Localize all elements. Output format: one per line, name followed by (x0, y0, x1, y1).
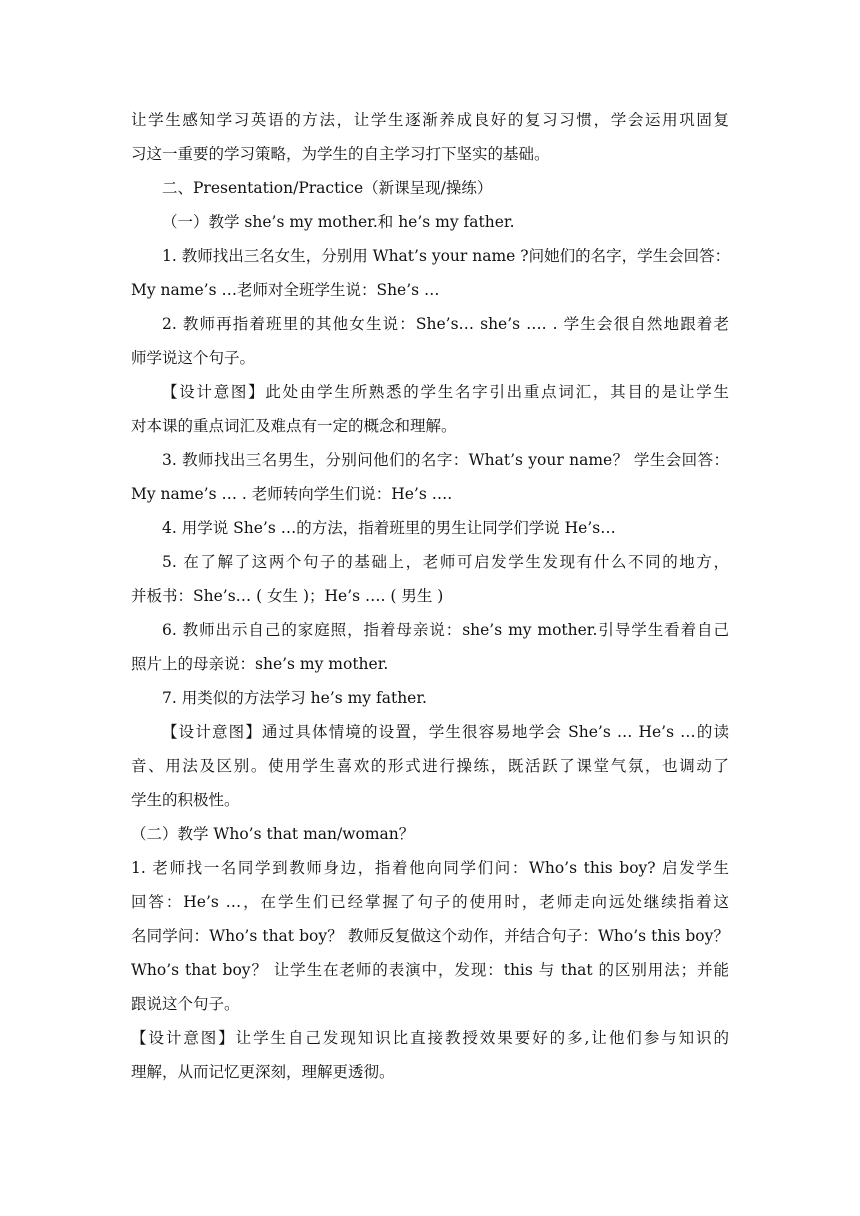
text-line: 5. 在了解了这两个句子的基础上，老师可启发学生发现有什么不同的地方， (162, 553, 729, 571)
subsection-heading: （二）教学 Who’s that man/woman？ (131, 825, 415, 843)
text-line: 4. 用学说 She’s …的方法，指着班里的男生让同学们学说 He’s… (162, 519, 616, 537)
design-intent-line: 【设计意图】让学生自己发现知识比直接教授效果要好的多,让他们参与知识的 (131, 1029, 729, 1047)
text-line: 师学说这个句子。 (131, 349, 256, 367)
text-line: 1. 教师找出三名女生，分别用 What’s your name ?问她们的名字，学生会回答： (162, 247, 731, 265)
text-line: 跟说这个句子。 (131, 995, 240, 1013)
text-line: 7. 用类似的方法学习 he’s my father. (162, 689, 427, 707)
text-line: My name’s …老师对全班学生说：She’s … (131, 281, 440, 299)
text-line: My name’s … . 老师转向学生们说：He’s …. (131, 485, 453, 503)
text-line: 2. 教师再指着班里的其他女生说：She’s… she’s …. . 学生会很自然地跟着老 (162, 315, 729, 333)
text-line: 音、用法及区别。使用学生喜欢的形式进行操练，既活跃了课堂气氛，也调动了 (131, 757, 729, 775)
text-line: 习这一重要的学习策略，为学生的自主学习打下坚实的基础。 (131, 145, 550, 163)
text-line: 让学生感知学习英语的方法，让学生逐渐养成良好的复习习惯，学会运用巩固复 (131, 111, 729, 129)
design-intent-line: 【设计意图】此处由学生所熟悉的学生名字引出重点词汇，其目的是让学生 (162, 383, 729, 401)
subsection-heading: （一）教学 she’s my mother.和 he’s my father. (162, 213, 515, 231)
text-line: 1. 老师找一名同学到教师身边，指着他向同学们问：Who’s this boy? 启发学生 (131, 859, 729, 877)
section-heading: 二、Presentation/Practice（新课呈现/操练） (162, 179, 493, 197)
text-line: 对本课的重点词汇及难点有一定的概念和理解。 (131, 417, 457, 435)
text-line: 名同学问：Who’s that boy？ 教师反复做这个动作，并结合句子：Who’s this boy？ (131, 927, 729, 945)
text-line: 并板书：She’s… ( 女生 )；He’s …. ( 男生 ) (131, 587, 444, 605)
text-line: 回答：He’s …，在学生们已经掌握了句子的使用时，老师走向远处继续指着这 (131, 893, 729, 911)
text-line: 学生的积极性。 (131, 791, 240, 809)
design-intent-line: 【设计意图】通过具体情境的设置，学生很容易地学会 She’s … He’s …的读 (162, 723, 729, 741)
text-line: 照片上的母亲说：she’s my mother. (131, 655, 389, 673)
text-line: 3. 教师找出三名男生，分别问他们的名字：What’s your name？ 学生会回答： (162, 451, 729, 469)
text-line: Who’s that boy？ 让学生在老师的表演中，发现：this 与 that 的区别用法；并能 (131, 961, 729, 979)
text-line: 6. 教师出示自己的家庭照，指着母亲说：she’s my mother.引导学生看着自己 (162, 621, 729, 639)
text-line: 理解，从而记忆更深刻，理解更透彻。 (131, 1063, 395, 1081)
